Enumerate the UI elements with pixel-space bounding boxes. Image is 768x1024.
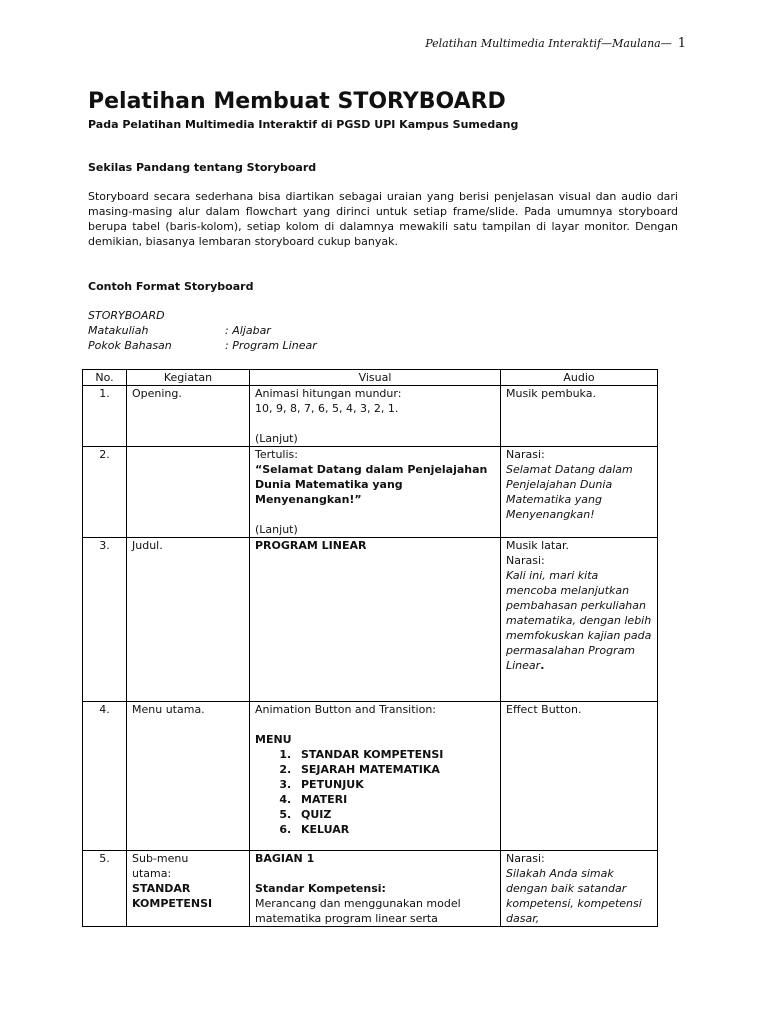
audio-line: Musik latar. xyxy=(506,539,569,552)
kegiatan-text: Judul. xyxy=(132,539,163,552)
storyboard-table xyxy=(82,369,658,927)
table-row xyxy=(83,386,658,447)
visual-line: 10, 9, 8, 7, 6, 5, 4, 3, 2, 1. xyxy=(255,402,399,415)
cell-kegiatan xyxy=(127,386,250,447)
cell-no: 2. xyxy=(83,447,127,538)
cell-audio xyxy=(501,851,658,927)
document-body xyxy=(88,88,678,353)
audio-label: Narasi: xyxy=(506,554,545,567)
document-subtitle: Pada Pelatihan Multimedia Interaktif di PGSD UPI Kampus Sumedang xyxy=(88,118,519,131)
cell-no: 3. xyxy=(83,538,127,702)
kegiatan-text: STANDAR xyxy=(132,882,191,895)
visual-quote: “Selamat Datang dalam Penjelajahan Dunia Matematika yang Menyenangkan!” xyxy=(255,463,488,506)
meta-row-matakuliah xyxy=(88,323,678,338)
cell-audio xyxy=(501,386,658,447)
cell-no: 1. xyxy=(83,386,127,447)
table-row xyxy=(83,447,658,538)
audio-period: . xyxy=(540,659,545,672)
cell-visual xyxy=(250,538,501,702)
meta-value: : Aljabar xyxy=(225,324,271,337)
table-header-row xyxy=(83,370,658,386)
section-heading: Sekilas Pandang tentang Storyboard xyxy=(88,161,317,174)
menu-item: 1. STANDAR KOMPETENSI xyxy=(295,747,495,762)
format-heading: Contoh Format Storyboard xyxy=(88,280,254,293)
menu-item: 4. MATERI xyxy=(295,792,495,807)
menu-item: 6. KELUAR xyxy=(295,822,495,837)
running-header xyxy=(425,36,686,51)
meta-value: : Program Linear xyxy=(225,339,317,352)
cell-visual xyxy=(250,851,501,927)
cell-audio xyxy=(501,447,658,538)
visual-line: Animasi hitungan mundur: xyxy=(255,387,402,400)
cell-no: 5. xyxy=(83,851,127,927)
cell-audio xyxy=(501,702,658,851)
running-title: Pelatihan Multimedia Interaktif—Maulana— xyxy=(425,37,672,50)
cell-visual xyxy=(250,447,501,538)
header-no: No. xyxy=(83,370,127,386)
cell-no: 4. xyxy=(83,702,127,851)
visual-title: PROGRAM LINEAR xyxy=(255,539,367,552)
kegiatan-text: Menu utama. xyxy=(132,703,205,716)
visual-subtitle: Standar Kompetensi: xyxy=(255,882,386,895)
menu-item: 5. QUIZ xyxy=(295,807,495,822)
audio-line: Effect Button. xyxy=(506,703,582,716)
storyboard-label: STORYBOARD xyxy=(88,309,165,322)
table-row xyxy=(83,851,658,927)
visual-lanjut: (Lanjut) xyxy=(255,432,298,445)
kegiatan-text: Sub-menu xyxy=(132,852,189,865)
kegiatan-text: Opening. xyxy=(132,387,182,400)
visual-text: Merancang dan menggunakan model matematika program linear serta xyxy=(255,897,461,925)
header-audio: Audio xyxy=(501,370,658,386)
menu-list xyxy=(255,747,495,837)
visual-lanjut: (Lanjut) xyxy=(255,523,298,536)
meta-key: Pokok Bahasan xyxy=(88,339,172,352)
meta-key: Matakuliah xyxy=(88,324,149,337)
visual-title: BAGIAN 1 xyxy=(255,852,315,865)
audio-narration: Silakah Anda simak dengan baik satandar kompetensi, kompetensi dasar, xyxy=(506,867,642,925)
intro-paragraph: Storyboard secara sederhana bisa diartikan sebagai uraian yang berisi penjelasan visual dan audio dari masing-masing alur dalam flowchart yang dirinci untuk setiap frame/slide. Pada umumnya storyboard berupa tabel (baris-kolom), setiap kolom di dalamnya mewakili satu tampilan di layar monitor. Dengan demikian, biasanya lembaran storyboard cukup banyak. xyxy=(88,190,678,248)
audio-narration-wrap xyxy=(506,568,652,673)
audio-label: Narasi: xyxy=(506,852,545,865)
table-row xyxy=(83,702,658,851)
cell-audio xyxy=(501,538,658,702)
cell-visual xyxy=(250,702,501,851)
audio-label: Narasi: xyxy=(506,448,545,461)
menu-item: 3. PETUNJUK xyxy=(295,777,495,792)
kegiatan-text: KOMPETENSI xyxy=(132,897,213,910)
menu-title: MENU xyxy=(255,733,292,746)
table-row xyxy=(83,538,658,702)
menu-item: 2. SEJARAH MATEMATIKA xyxy=(295,762,495,777)
page-number: 1 xyxy=(677,36,686,51)
storyboard-meta xyxy=(88,308,678,353)
meta-row-pokok-bahasan xyxy=(88,338,678,353)
audio-narration: Kali ini, mari kita mencoba melanjutkan pembahasan perkuliahan matematika, dengan lebih memfokuskan kajian pada permasalahan Program Linear xyxy=(506,569,652,672)
visual-line: Tertulis: xyxy=(255,448,298,461)
header-visual: Visual xyxy=(250,370,501,386)
cell-kegiatan xyxy=(127,538,250,702)
audio-line: Musik pembuka. xyxy=(506,387,596,400)
cell-kegiatan xyxy=(127,702,250,851)
audio-narration: Selamat Datang dalam Penjelajahan Dunia Matematika yang Menyenangkan! xyxy=(506,463,633,521)
document-title: Pelatihan Membuat STORYBOARD xyxy=(88,89,506,114)
header-kegiatan: Kegiatan xyxy=(127,370,250,386)
cell-kegiatan xyxy=(127,851,250,927)
cell-kegiatan xyxy=(127,447,250,538)
kegiatan-text: utama: xyxy=(132,867,172,880)
cell-visual xyxy=(250,386,501,447)
visual-line: Animation Button and Transition: xyxy=(255,703,437,716)
